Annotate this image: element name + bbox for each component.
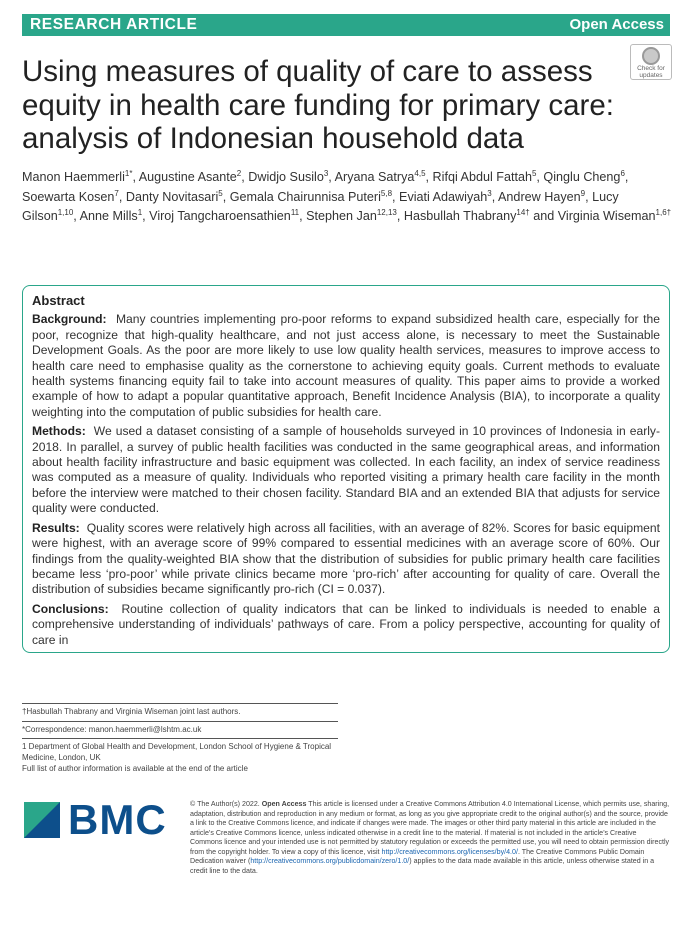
- full-list-text: Full list of author information is available at the end of the article: [22, 763, 248, 773]
- author-conjunction: and: [529, 209, 558, 224]
- author-name[interactable]: Eviati Adawiyah: [399, 189, 488, 204]
- author-name[interactable]: Gemala Chairunnisa Puteri: [229, 189, 381, 204]
- author-name[interactable]: Dwidjo Susilo: [248, 170, 324, 184]
- affiliation-note: [22, 742, 352, 774]
- joint-authors-note: †Hasbullah Thabrany and Virginia Wiseman joint last authors.: [22, 707, 241, 716]
- author-affiliation-marker: 2: [236, 169, 242, 178]
- author-affiliation-marker: 5,8: [380, 188, 393, 198]
- author-name[interactable]: Anne Mills: [79, 209, 138, 224]
- results-label: Results:: [32, 520, 80, 535]
- conclusions-label: Conclusions:: [32, 601, 109, 616]
- background-label: Background:: [32, 312, 107, 327]
- author-affiliation-marker: 5: [531, 169, 537, 178]
- author-affiliation-marker: 5: [218, 188, 223, 198]
- conclusions-text: Routine collection of quality indicators that can be linked to individuals is needed to enable a comprehensive understanding of individuals’ pathways of care. From a policy perspective, accounting for quality of care in: [32, 601, 660, 647]
- license-text-3: ) applies to the data made available in this article, unless otherwise stated in a credit line to the data.: [190, 857, 655, 875]
- footnote-divider: [22, 703, 338, 704]
- author-affiliation-marker: 3: [487, 188, 492, 198]
- article-title: Using measures of quality of care to assess equity in health care funding for primary care: analysis of Indonesian household data: [22, 55, 614, 155]
- cc-zero-link[interactable]: http://creativecommons.org/publicdomain/zero/1.0/: [250, 857, 410, 865]
- author-affiliation-marker: 6: [620, 169, 625, 178]
- footnote-divider: [22, 738, 338, 739]
- results-text: Quality scores were relatively high across all facilities, with an average of 82%. Scores for basic equipment were highest, with an average score of 99% compared to essential medicines with an average score of 60%. Our findings from the quality-weighted BIA show that the distribution of subsidies for public primary health care facilities became less ‘pro-poor’ while private clinics became more ‘pro-rich’ after accounting for quality of care. Overall the distribution of subsidies became significantly pro-rich (CI = 0.037).: [32, 520, 660, 597]
- author-affiliation-marker: 14†: [516, 208, 530, 218]
- abstract-conclusions: [32, 602, 660, 648]
- author-affiliation-marker: 4,5: [414, 169, 426, 178]
- abstract-background: [32, 312, 660, 420]
- author-name[interactable]: Augustine Asante: [138, 170, 237, 184]
- affiliation-text: 1 Department of Global Health and Development, London School of Hygiene & Tropical Medicine, London, UK: [22, 742, 332, 762]
- author-name[interactable]: Stephen Jan: [306, 209, 377, 224]
- author-affiliation-marker: 1,10: [57, 208, 74, 218]
- abstract-box: [22, 285, 670, 653]
- author-affiliation-marker: 1: [137, 208, 143, 218]
- methods-text: We used a dataset consisting of a sample of households surveyed in 10 provinces of Indonesia in early-2018. In parallel, a survey of public health facilities was conducted in the same geographical areas, and information about health facility infrastructure and basic equipment was collected. In each facility, an index of service readiness was computed as a measure of quality. Individuals who reported visiting a primary health care facility in the month before the interview were matched to their chosen facility. Standard BIA and an extended BIA that adjusts for service quality were conducted.: [32, 424, 660, 516]
- license-statement: [190, 800, 670, 876]
- author-affiliation-marker: 3: [323, 169, 329, 178]
- background-text: Many countries implementing pro-poor reforms to expand subsidized health care, especially for the poor, recognize that high-quality healthcare, and not just access alone, is necessary to meet the Sustainable Development Goals. As the poor are more likely to use low quality health services, measures to improve access to health care need to emphasise quality as the cornerstone to achieving equity goals. Current methods to evaluate health systems financing equity fail to take into account measures of quality. This paper aims to provide a worked example of how to adapt a popular quantitative approach, Benefit Incidence Analysis (BIA), to incorporate a quality weighting into the computation of public subsidies for health care.: [32, 312, 660, 419]
- author-name[interactable]: Andrew Hayen: [498, 189, 581, 204]
- author-name[interactable]: Hasbullah Thabrany: [403, 209, 517, 224]
- author-name[interactable]: Viroj Tangcharoensathien: [149, 209, 291, 224]
- author-affiliation-marker: 1*: [124, 169, 133, 178]
- author-affiliation-marker: 12,13: [376, 208, 397, 218]
- author-name[interactable]: Virginia Wiseman: [557, 209, 656, 224]
- abstract-methods: [32, 424, 660, 516]
- author-name[interactable]: Soewarta Kosen: [22, 189, 115, 204]
- bmc-logo-icon: [24, 802, 60, 838]
- author-name[interactable]: Manon Haemmerli: [22, 170, 125, 184]
- article-banner: [22, 14, 670, 36]
- bmc-logo: [24, 796, 174, 843]
- footnote-divider: [22, 721, 338, 722]
- check-updates-label: Check for updates: [637, 65, 665, 79]
- author-affiliation-marker: 1,6†: [655, 208, 672, 218]
- license-text-2: . The Creative Commons Public Domain Dedication waiver (: [190, 847, 645, 865]
- author-name[interactable]: Aryana Satrya: [334, 170, 415, 184]
- author-affiliation-marker: 7: [114, 188, 119, 198]
- bmc-logo-text: BMC: [68, 796, 167, 843]
- author-list: Manon Haemmerli$^{1*}$, Augustine Asante$^2$, Dwidjo Susilo$^3$, Aryana Satrya$^{4,5}$, Rifqi Abdul Fattah$^5$, Qinglu Cheng$^6$, Soewarta Kosen$^7$, Danty Novitasari$^5$, Gemala Chairunnisa Puteri$^{5,8}$, Eviati Adawiyah$^3$, Andrew Hayen$^9$, Lucy Gilson$^{1,10}$, Anne Mills$^1$, Viroj Tangcharoensathien$^{11}$, Stephen Jan$^{12,13}$, Hasbullah Thabrany$^{14\dagger}$ and Virginia Wiseman$^{1,6\dagger}$: [22, 169, 672, 224]
- open-access-label: Open Access: [569, 16, 664, 33]
- author-name[interactable]: Lucy Gilson: [22, 189, 619, 224]
- author-name[interactable]: Danty Novitasari: [125, 189, 219, 204]
- open-access-bold: Open Access: [261, 800, 307, 808]
- copyright: © The Author(s) 2022.: [190, 800, 260, 808]
- author-name[interactable]: Rifqi Abdul Fattah: [432, 170, 532, 184]
- cc-by-link[interactable]: http://creativecommons.org/licenses/by/4.0/: [381, 847, 518, 856]
- license-text-1: This article is licensed under a Creative Commons Attribution 4.0 International License, which permits use, sharing, adaptation, distribution and reproduction in any medium or format, as long as you give appropriate credit to the original author(s) and the source, provide a link to the Creative Commons licence, and indicate if changes were made. The images or other third party material in this article are included in the article’s Creative Commons licence, unless indicated otherwise in a credit line to the material. If material is not included in the article’s Creative Commons licence and your intended use is not permitted by statutory regulation or exceeds the permitted use, you will need to obtain permission directly from the copyright holder. To view a copy of this licence, visit: [190, 800, 670, 856]
- author-name[interactable]: Qinglu Cheng: [543, 170, 621, 184]
- author-affiliation-marker: 11: [290, 208, 300, 218]
- methods-label: Methods:: [32, 424, 86, 439]
- abstract-heading: Abstract: [32, 293, 85, 308]
- abstract-results: [32, 521, 660, 598]
- correspondence-note: *Correspondence: manon.haemmerli@lshtm.ac.uk: [22, 725, 202, 734]
- author-affiliation-marker: 9: [580, 188, 586, 198]
- article-type: RESEARCH ARTICLE: [30, 16, 198, 33]
